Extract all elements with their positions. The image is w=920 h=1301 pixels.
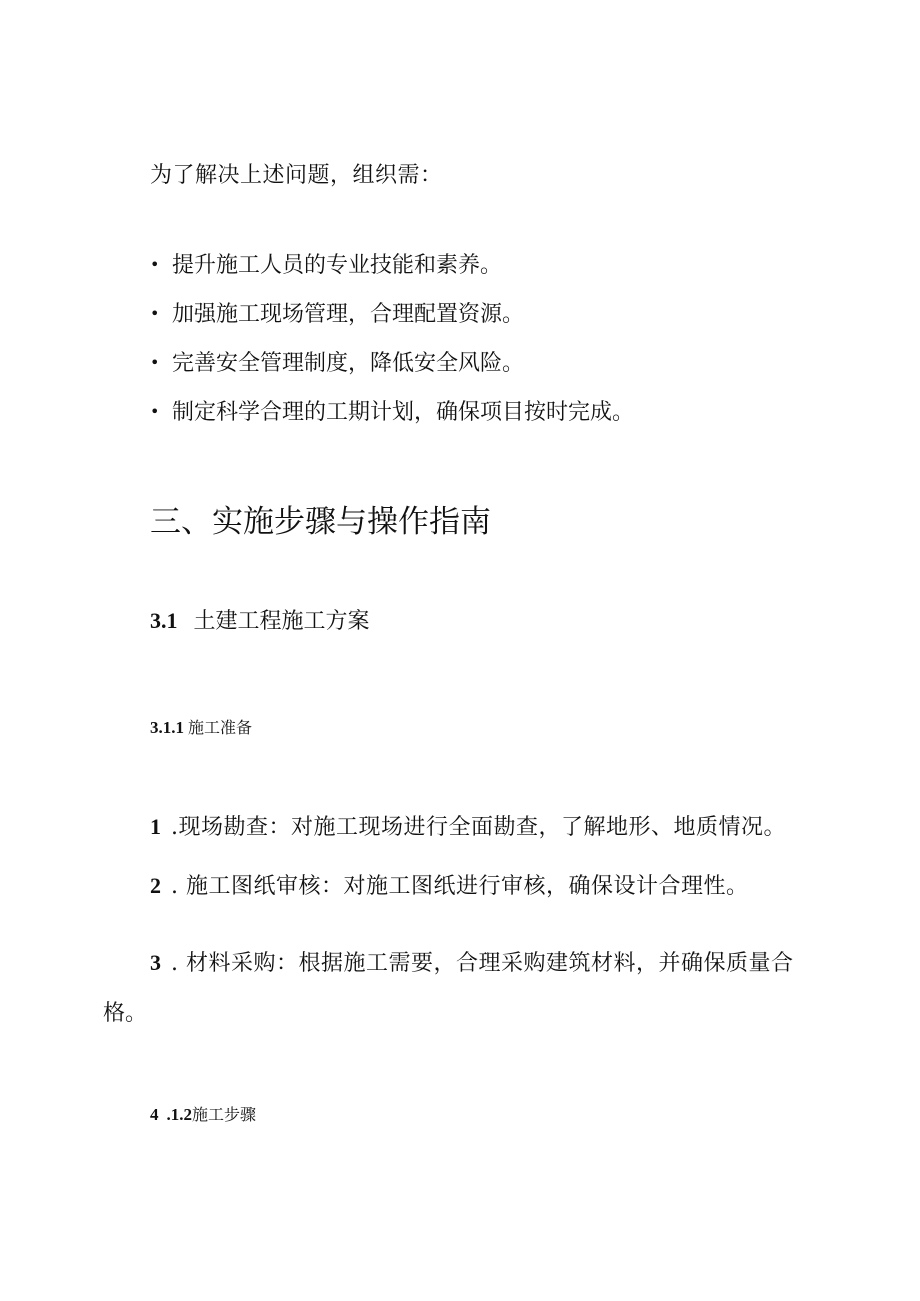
bullet-text: 完善安全管理制度，降低安全风险。 xyxy=(172,351,525,376)
item-text: .现场勘查：对施工现场进行全面勘查，了解地形、地质情况。 xyxy=(171,815,786,840)
bullet-marker: • xyxy=(150,402,160,421)
item-number: 2 xyxy=(150,873,161,898)
item-text: . 材料采购：根据施工需要，合理采购建筑材料，并确保质量合 xyxy=(171,951,794,976)
item-text: . 施工图纸审核：对施工图纸进行审核，确保设计合理性。 xyxy=(171,874,749,899)
bullet-text: 加强施工现场管理，合理配置资源。 xyxy=(172,302,525,327)
numbered-item xyxy=(150,813,786,842)
bullet-text: 制定科学合理的工期计划，确保项目按时完成。 xyxy=(172,400,635,425)
numbered-item xyxy=(150,872,749,901)
subsubsection-number-rest: .1.2 xyxy=(166,1105,192,1124)
bullet-text: 提升施工人员的专业技能和素养。 xyxy=(172,253,503,278)
subsubsection-title: 施工准备 xyxy=(188,718,253,737)
bullet-item xyxy=(150,251,502,280)
bullet-item xyxy=(150,349,524,378)
subsection-heading xyxy=(150,607,370,636)
item-number: 1 xyxy=(150,814,161,839)
subsubsection-title: 施工步骤 xyxy=(192,1105,257,1124)
bullet-marker: • xyxy=(150,353,160,372)
subsubsection-heading xyxy=(150,1104,256,1126)
item-number: 3 xyxy=(150,950,161,975)
section-heading: 三、实施步骤与操作指南 xyxy=(150,504,491,540)
bullet-item xyxy=(150,300,524,329)
subsection-number: 3.1 xyxy=(150,608,178,633)
intro-paragraph: 为了解决上述问题，组织需： xyxy=(150,163,443,188)
subsubsection-heading xyxy=(150,717,252,739)
numbered-item xyxy=(150,949,794,978)
bullet-marker: • xyxy=(150,255,160,274)
bullet-item xyxy=(150,398,634,427)
bullet-marker: • xyxy=(150,304,160,323)
subsubsection-number: 4 xyxy=(150,1105,159,1124)
subsection-title: 土建工程施工方案 xyxy=(193,609,370,634)
subsubsection-number: 3.1.1 xyxy=(150,718,184,737)
item-text-continuation: 格。 xyxy=(103,1001,148,1026)
